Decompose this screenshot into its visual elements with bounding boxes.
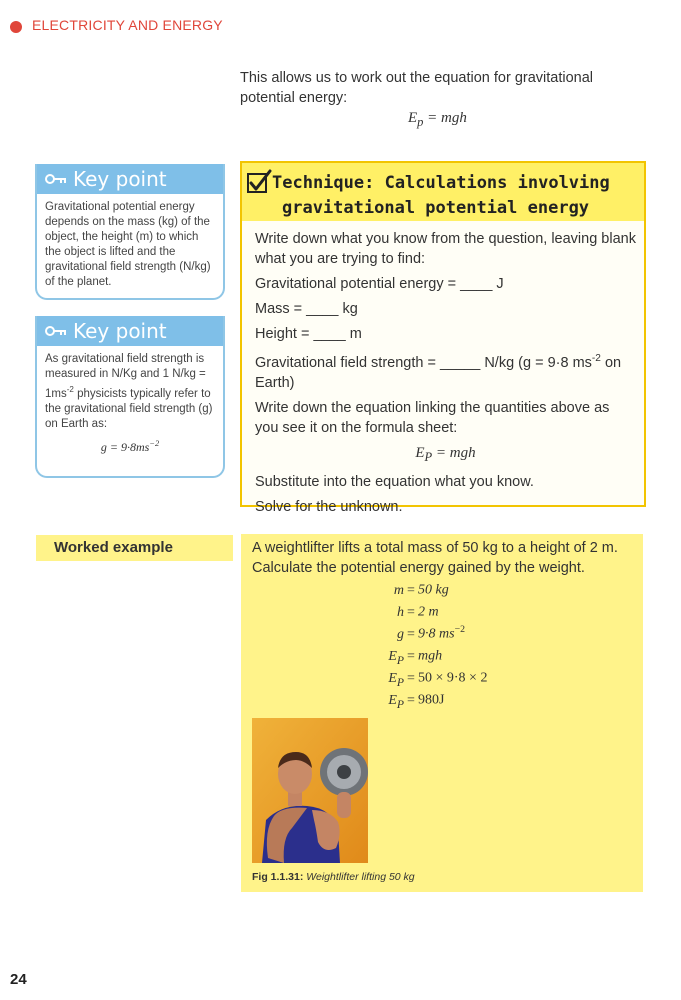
section-title: ELECTRICITY AND ENERGY	[32, 17, 223, 33]
technique-text: on Earth)	[255, 354, 622, 391]
key-point-text-a: As gravitational field strength is measured in N/Kg and 1 N/kg = 1ms	[45, 353, 206, 400]
caption-text: Weightlifter lifting 50 kg	[303, 871, 415, 883]
symbol: E	[388, 648, 397, 664]
symbol: h	[397, 604, 404, 620]
intro-paragraph: This allows us to work out the equation for gravitational potential energy:	[240, 70, 594, 106]
symbol: E	[388, 670, 397, 686]
solution-line	[330, 580, 510, 602]
key-point-equation	[45, 436, 215, 455]
key-point-box-1	[35, 164, 225, 300]
technique-text: Gravitational field strength = _____ N/kg (g = 9·8 ms	[255, 354, 592, 371]
section-bullet-icon	[10, 21, 22, 33]
technique-title-line1: Technique: Calculations involving	[272, 173, 610, 193]
solution-lhs	[330, 693, 404, 711]
technique-step: Substitute into the equation what you know.	[255, 473, 534, 490]
technique-step: Solve for the unknown.	[255, 498, 403, 515]
technique-title-line2: gravitational potential energy	[282, 198, 590, 218]
superscript: −2	[454, 624, 465, 635]
key-point-text-b: physicists typically refer to the gravitational field strength (g) on Earth as:	[45, 387, 213, 430]
solution-lhs	[330, 605, 404, 623]
subscript: P	[396, 675, 404, 689]
key-icon	[45, 324, 67, 338]
technique-step: Write down the equation linking the quantities above as you see it on the formula sheet:	[255, 399, 610, 436]
equals-sign: =	[407, 670, 415, 686]
subscript: P	[396, 697, 404, 711]
key-point-header	[37, 164, 223, 194]
solution-line	[330, 646, 510, 668]
key-point-title: Key point	[73, 167, 167, 191]
technique-body	[242, 221, 644, 517]
eq-subscript: P	[424, 449, 433, 464]
equation-base: g = 9·8ms	[100, 439, 150, 454]
solution-rhs	[418, 602, 510, 621]
intro-equation	[408, 110, 467, 130]
worked-example-question: A weightlifter lifts a total mass of 50 kg to a height of 2 m. Calculate the potential energy gained by the weight.	[252, 540, 618, 576]
technique-step: Gravitational potential energy = ____ J	[255, 276, 504, 292]
caption-label: Fig 1.1.31:	[252, 871, 304, 883]
technique-superscript: -2	[591, 353, 601, 364]
technique-header	[242, 163, 644, 221]
value: 50 kg	[418, 582, 449, 598]
solution-rhs	[418, 690, 510, 709]
equals-sign: =	[407, 692, 415, 708]
equals-sign: =	[407, 582, 415, 598]
worked-example-label: Worked example	[54, 539, 173, 556]
eq-lhs: E	[408, 110, 418, 126]
value: 9·8 ms	[418, 626, 455, 642]
symbol: m	[393, 582, 404, 598]
eq-subscript: p	[417, 115, 424, 129]
solution-line	[330, 690, 510, 712]
value: 2 m	[418, 604, 439, 620]
solution-line	[330, 602, 510, 624]
equals-sign: =	[407, 626, 415, 642]
equation-superscript: −2	[149, 438, 160, 448]
solution-lhs	[330, 583, 404, 601]
value: 50 × 9·8 × 2	[418, 670, 488, 686]
solution-line	[330, 668, 510, 690]
technique-step: Height = ____ m	[255, 326, 362, 342]
eq-rhs: = mgh	[432, 444, 476, 461]
technique-title	[272, 171, 632, 221]
value: 980J	[418, 692, 445, 708]
page-number: 24	[10, 971, 27, 988]
equals-sign: =	[407, 604, 415, 620]
symbol: E	[388, 692, 397, 708]
figure-caption	[252, 871, 415, 883]
equals-sign: =	[407, 648, 415, 664]
technique-step: Mass = ____ kg	[255, 301, 358, 317]
solution-lhs	[330, 649, 404, 667]
key-point-box-2	[35, 316, 225, 478]
solution-rhs	[418, 668, 510, 687]
solution-rhs	[418, 646, 510, 665]
value: mgh	[418, 648, 443, 664]
key-point-text: Gravitational potential energy depends on the mass (kg) of the object, the height (m) to which the object is lifted and the gravitational field strength (N/kg) of the planet.	[45, 201, 211, 288]
solution-lhs	[330, 627, 404, 645]
subscript: P	[396, 653, 404, 667]
technique-step	[255, 349, 636, 393]
eq-lhs: E	[415, 444, 425, 461]
worked-example-solution	[330, 580, 510, 712]
technique-equation	[255, 443, 636, 467]
key-icon	[45, 172, 67, 186]
key-point-header	[37, 316, 223, 346]
key-point-title: Key point	[73, 319, 167, 343]
solution-lhs	[330, 671, 404, 689]
technique-step: Write down what you know from the question, leaving blank what you are trying to find:	[255, 231, 636, 267]
symbol: g	[397, 626, 404, 642]
technique-box	[240, 161, 646, 515]
solution-rhs	[418, 580, 510, 599]
checkbox-tick-icon	[246, 169, 272, 195]
key-point-superscript: -2	[66, 385, 74, 394]
weightlifter-photo	[252, 718, 368, 863]
solution-line	[330, 624, 510, 646]
key-point-text	[37, 346, 223, 463]
eq-rhs: = mgh	[423, 110, 467, 126]
solution-rhs	[418, 624, 510, 643]
